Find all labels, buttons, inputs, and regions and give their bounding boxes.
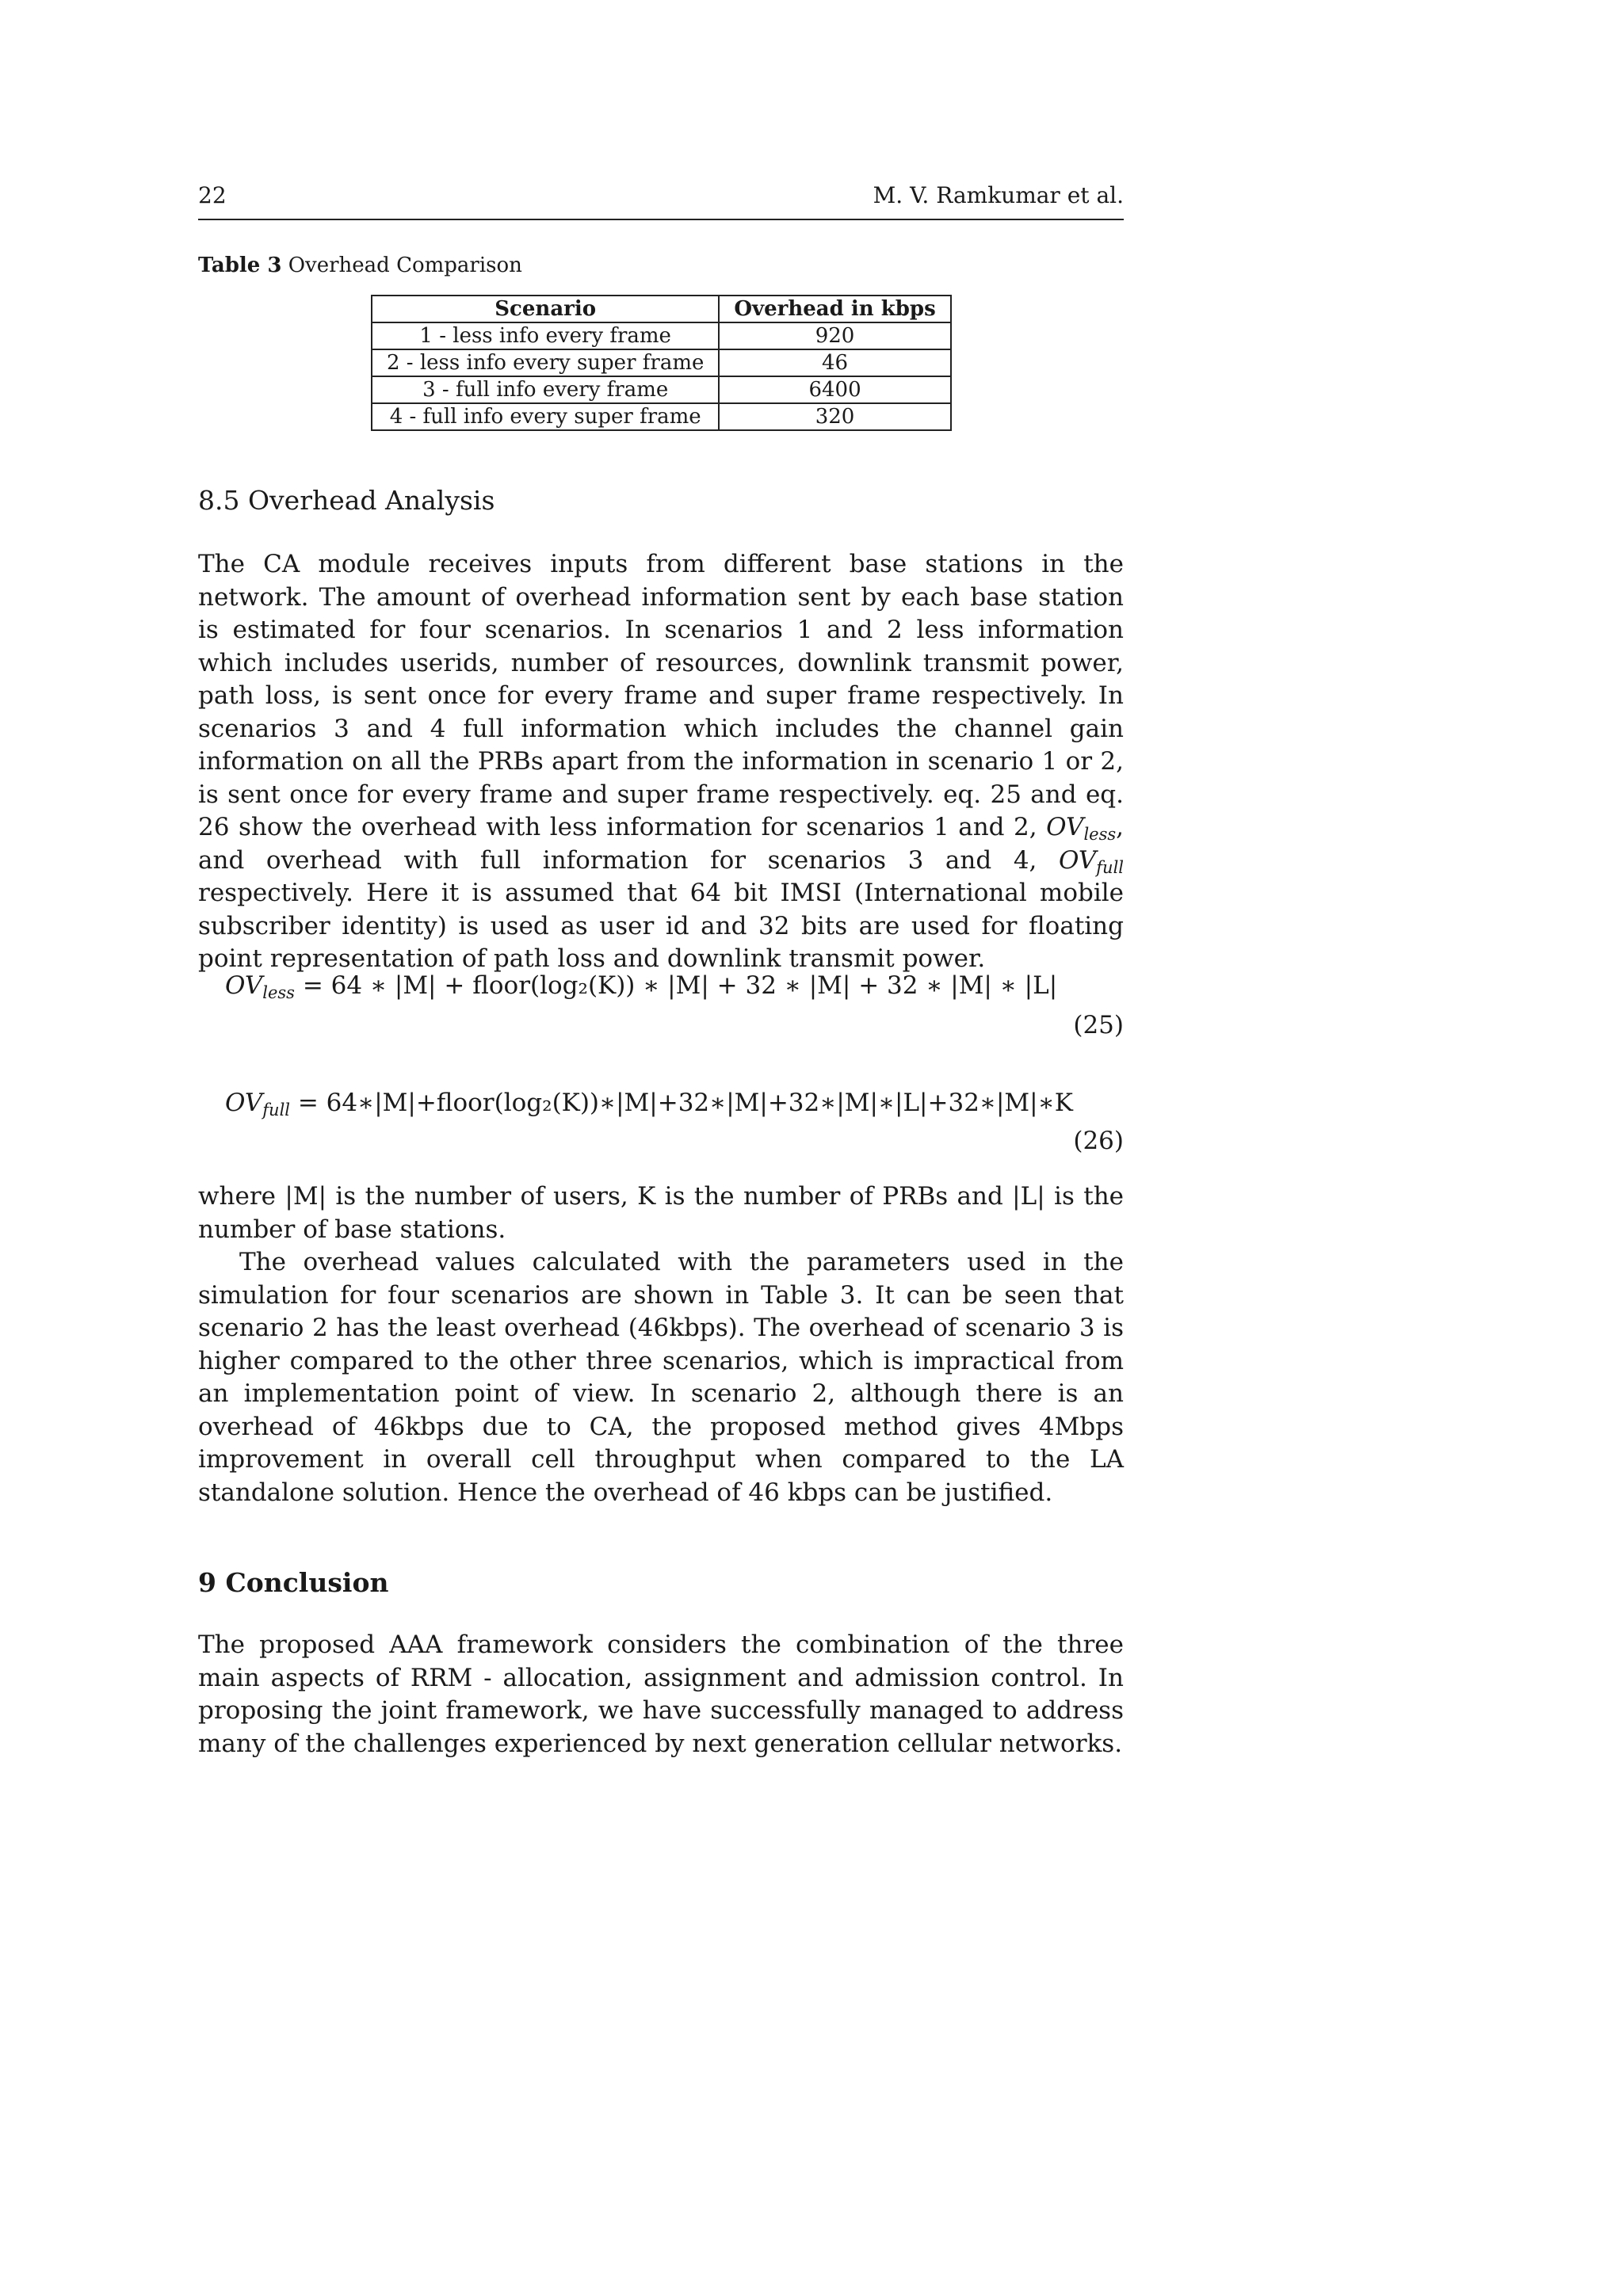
paragraph-overhead-intro <box>198 548 1124 976</box>
para-text: respectively. Here it is assumed that 64 bit IMSI (International mobile subscriber identity) is used as user id and 32 bits are used for floating point representation of path loss and downlink transmit power. <box>198 879 1124 973</box>
equation-rhs: = 64 ∗ |M| + floor(log₂(K)) ∗ |M| + 32 ∗ |M| + 32 ∗ |M| ∗ |L| <box>294 971 1058 1000</box>
running-authors: M. V. Ramkumar et al. <box>873 182 1124 208</box>
table-row <box>372 322 951 349</box>
table-label: Table 3 <box>198 254 282 277</box>
ov-symbol: OV <box>1046 813 1084 841</box>
table-cell: 320 <box>719 403 950 430</box>
table-row <box>372 403 951 430</box>
table-cell: 920 <box>719 322 950 349</box>
section-heading-conclusion: 9 Conclusion <box>198 1567 389 1598</box>
table-header-row <box>372 296 951 322</box>
table-cell: 6400 <box>719 376 950 403</box>
running-header <box>198 182 1124 214</box>
equation-rhs: = 64∗|M|+floor(log₂(K))∗|M|+32∗|M|+32∗|M|∗|L|+32∗|M|∗K <box>290 1089 1073 1117</box>
where-clause: where |M| is the number of users, K is the number of PRBs and |L| is the number of base stations. <box>198 1182 1124 1244</box>
paragraph-conclusion: The proposed AAA framework considers the combination of the three main aspects of RRM - allocation, assignment and admission control. In proposing the joint framework, we have successfully managed to address many of the challenges experienced by next generation cellular networks. <box>198 1630 1124 1758</box>
full-subscript: full <box>1096 857 1124 877</box>
col-header-overhead: Overhead in kbps <box>719 296 950 322</box>
table-cell: 46 <box>719 349 950 376</box>
table-cell: 2 - less info every super frame <box>372 349 719 376</box>
table-row <box>372 376 951 403</box>
table-cell: 1 - less info every frame <box>372 322 719 349</box>
less-subscript: less <box>262 983 295 1002</box>
table-cell: 3 - full info every frame <box>372 376 719 403</box>
table-caption <box>198 254 522 277</box>
table-row <box>372 349 951 376</box>
table-cell: 4 - full info every super frame <box>372 403 719 430</box>
equation-number-25: (25) <box>1073 1011 1124 1039</box>
section-heading-8-5: 8.5 Overhead Analysis <box>198 485 495 516</box>
full-subscript: full <box>262 1100 290 1119</box>
ov-symbol: OV <box>225 971 263 1000</box>
ov-symbol: OV <box>225 1089 263 1117</box>
header-rule <box>198 219 1124 220</box>
para-text: , and overhead with full information for scenarios 3 and 4, <box>198 813 1124 875</box>
equation-26 <box>225 1089 1073 1117</box>
equation-25 <box>225 971 1057 1000</box>
equation-number-26: (26) <box>1073 1127 1124 1155</box>
col-header-scenario: Scenario <box>372 296 719 322</box>
ov-symbol: OV <box>1059 845 1097 875</box>
overhead-results: The overhead values calculated with the parameters used in the simulation for four scenarios are shown in Table 3. It can be seen that scenario 2 has the least overhead (46kbps). The overhead of scenario 3 is higher compared to the other three scenarios, which is impractical from an implementation point of view. In scenario 2, although there is an overhead of 46kbps due to CA, the proposed method gives 4Mbps improvement in overall cell throughput when compared to the LA standalone solution. Hence the overhead of 46 kbps can be justified. <box>198 1248 1124 1507</box>
para-text: The CA module receives inputs from different base stations in the network. The amount of overhead information sent by each base station is estimated for four scenarios. In scenarios 1 and 2 less information which includes userids, number of resources, downlink transmit power, path loss, is sent once for every frame and super frame respectively. In scenarios 3 and 4 full information which includes the channel gain information on all the PRBs apart from the information in scenario 1 or 2, is sent once for every frame and super frame respectively. eq. 25 and eq. 26 show the overhead with less information for scenarios 1 and 2, <box>198 550 1124 841</box>
table-caption-text: Overhead Comparison <box>288 254 522 277</box>
page-number: 22 <box>198 182 227 208</box>
less-subscript: less <box>1083 825 1117 844</box>
overhead-table <box>371 295 952 431</box>
paragraph-overhead-discussion <box>198 1180 1124 1509</box>
